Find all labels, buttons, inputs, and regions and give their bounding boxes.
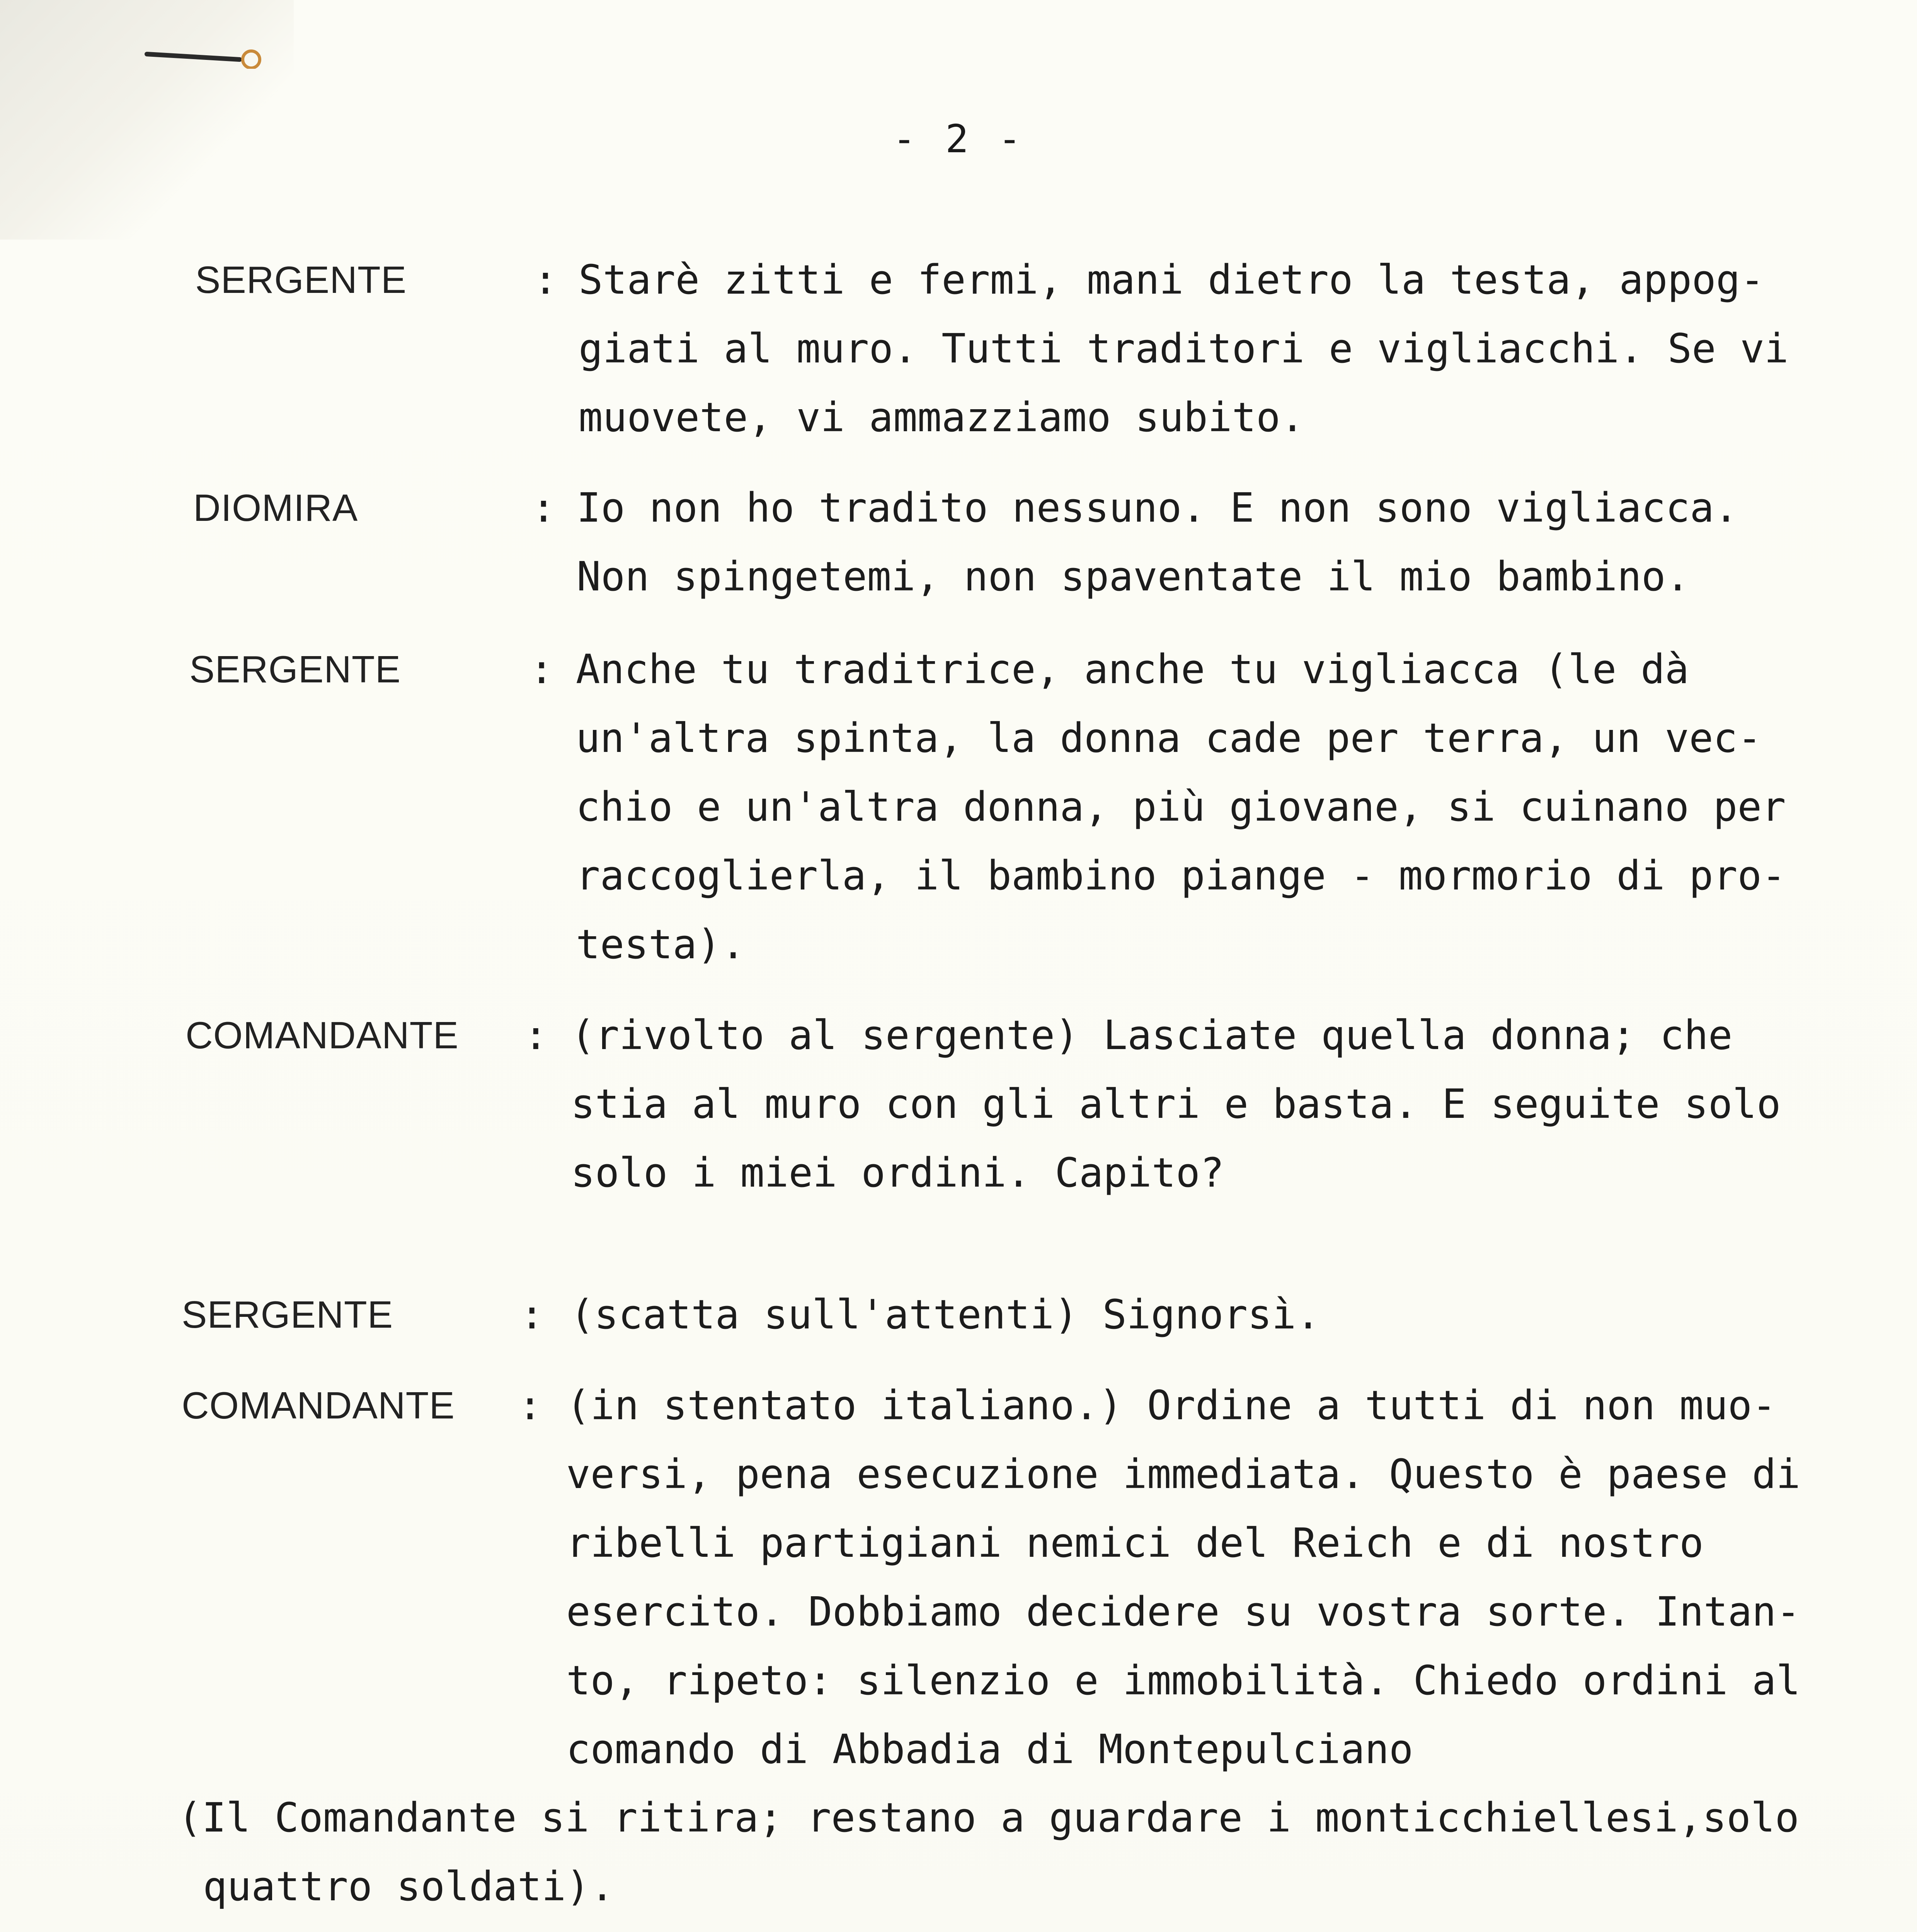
- stage-direction-line: (Il Comandante si ritira; restano a guardare i monticchiellesi,solo: [178, 1794, 1800, 1841]
- speaker-name: SERGENTE: [195, 259, 407, 301]
- speaker-name: COMANDANTE: [182, 1384, 455, 1427]
- dialogue-line: un'altra spinta, la donna cade per terra, un vec-: [576, 714, 1762, 762]
- speaker-colon: :: [529, 646, 554, 693]
- dialogue-line: Anche tu traditrice, anche tu vigliacca (le dà: [576, 646, 1689, 693]
- speaker-colon: :: [520, 1291, 544, 1338]
- speaker-colon: :: [531, 484, 556, 531]
- dialogue-line: (scatta sull'attenti) Signorsì.: [570, 1291, 1321, 1338]
- speaker-name: SERGENTE: [182, 1293, 393, 1336]
- dialogue-line: stia al muro con gli altri e basta. E seguite solo: [571, 1080, 1781, 1128]
- page-number: - 2 -: [892, 116, 1025, 162]
- dialogue-line: comando di Abbadia di Montepulciano: [566, 1726, 1413, 1773]
- stage-direction-line: quattro soldati).: [203, 1863, 615, 1910]
- dialogue-line: esercito. Dobbiamo decidere su vostra sorte. Intan-: [566, 1588, 1801, 1635]
- speaker-colon: :: [524, 1012, 548, 1059]
- speaker-colon: :: [533, 256, 558, 303]
- speaker-name: DIOMIRA: [193, 486, 358, 529]
- dialogue-line: ribelli partigiani nemici del Reich e di nostro: [566, 1519, 1704, 1566]
- dialogue-line: muovete, vi ammazziamo subito.: [579, 394, 1305, 441]
- dialogue-line: giati al muro. Tutti traditori e vigliacchi. Se vi: [579, 325, 1789, 372]
- dialogue-line: chio e un'altra donna, più giovane, si cuinano per: [576, 783, 1786, 830]
- dialogue-line: versi, pena esecuzione immediata. Questo è paese di: [566, 1451, 1801, 1498]
- dialogue-line: (rivolto al sergente) Lasciate quella donna; che: [571, 1012, 1733, 1059]
- dialogue-line: solo i miei ordini. Capito?: [571, 1149, 1224, 1196]
- dialogue-line: Io non ho tradito nessuno. E non sono vigliacca.: [577, 484, 1738, 531]
- dialogue-line: testa).: [576, 921, 746, 968]
- dialogue-line: (in stentato italiano.) Ordine a tutti di non muo-: [566, 1382, 1776, 1429]
- staple-icon: [143, 46, 267, 69]
- speaker-name: COMANDANTE: [186, 1014, 459, 1056]
- dialogue-line: raccoglierla, il bambino piange - mormorio di pro-: [576, 852, 1786, 899]
- speaker-colon: :: [518, 1382, 542, 1429]
- dialogue-line: to, ripeto: silenzio e immobilità. Chiedo ordini al: [566, 1657, 1801, 1704]
- dialogue-line: Starè zitti e fermi, mani dietro la testa, appog-: [579, 256, 1765, 303]
- dialogue-line: Non spingetemi, non spaventate il mio bambino.: [577, 553, 1690, 600]
- speaker-name: SERGENTE: [189, 648, 401, 690]
